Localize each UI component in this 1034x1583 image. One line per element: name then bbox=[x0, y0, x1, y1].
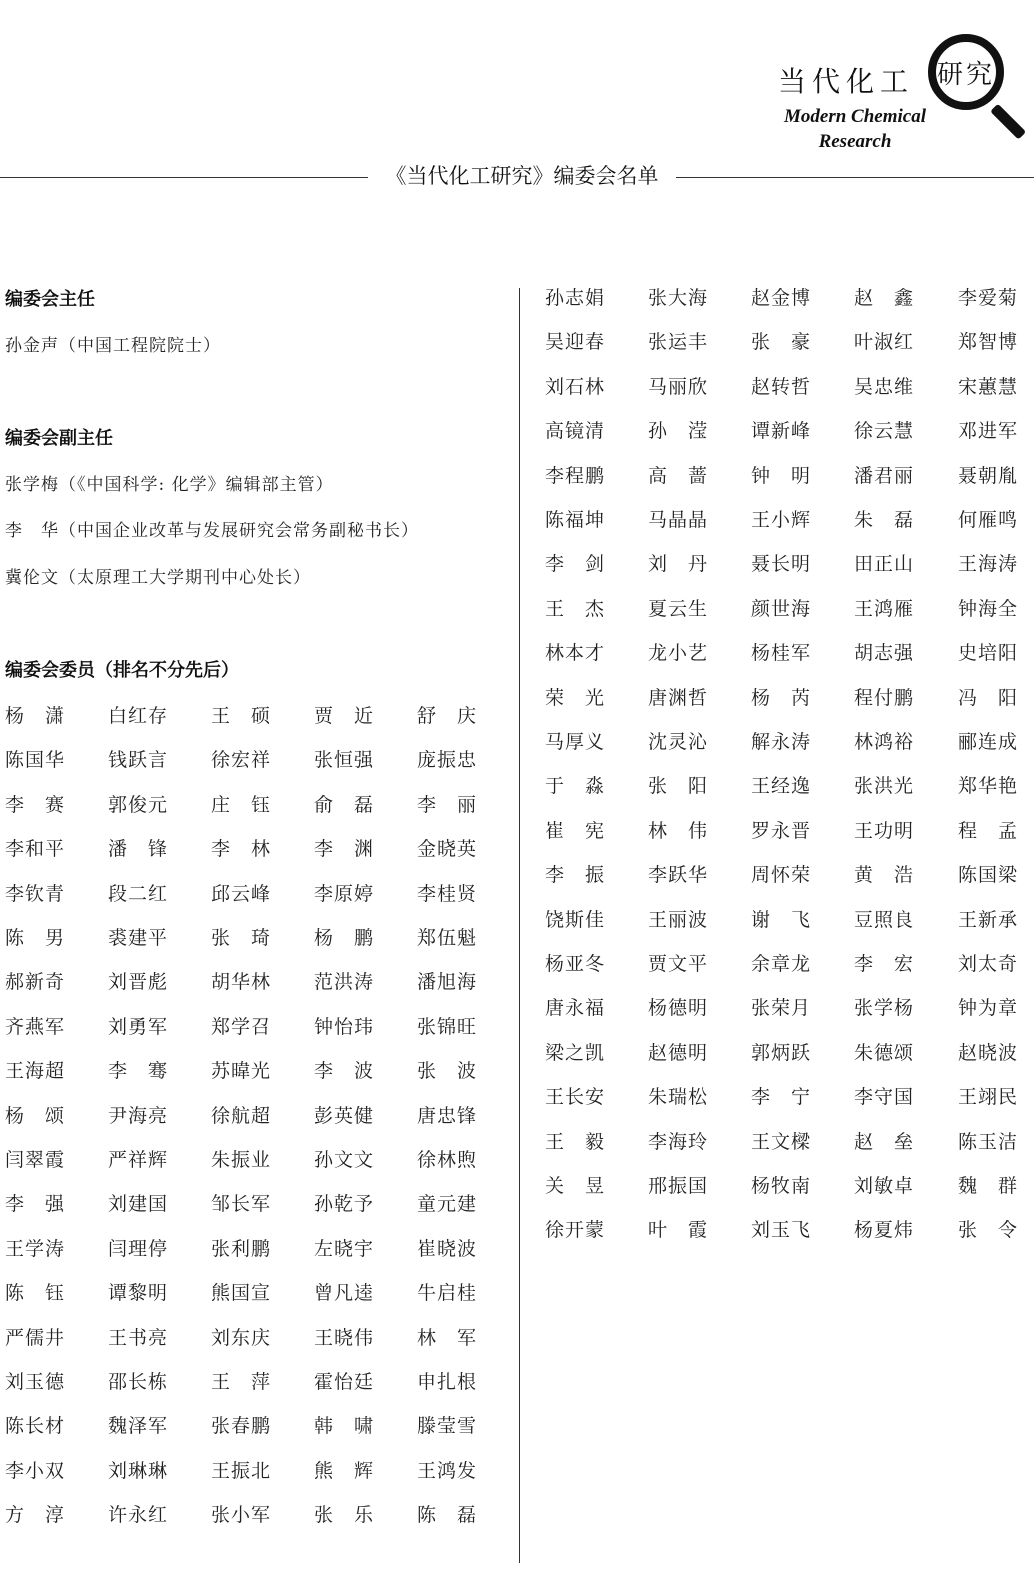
title-rule-left bbox=[0, 177, 368, 178]
member-name: 朱 磊 bbox=[854, 509, 915, 531]
member-name: 聂朝胤 bbox=[958, 464, 1019, 487]
member-name: 王长安 bbox=[545, 1086, 606, 1109]
director-person: 孙金声（中国工程院院士） bbox=[5, 336, 221, 356]
member-name: 金晓英 bbox=[417, 838, 478, 861]
member-name: 杨亚冬 bbox=[545, 953, 606, 975]
member-name: 陈 男 bbox=[5, 927, 66, 949]
member-name: 冯 阳 bbox=[958, 686, 1019, 709]
member-name: 闫翠霞 bbox=[5, 1149, 66, 1171]
member-name: 郭炳跃 bbox=[751, 1041, 812, 1064]
member-name: 李小双 bbox=[5, 1459, 66, 1482]
member-name: 陈玉洁 bbox=[958, 1130, 1019, 1153]
member-name: 李 渊 bbox=[314, 838, 375, 861]
member-name: 邢振国 bbox=[648, 1175, 709, 1197]
magnifier-handle-icon bbox=[990, 104, 1026, 140]
member-name: 宋蕙慧 bbox=[958, 375, 1019, 398]
member-name: 苏暐光 bbox=[211, 1060, 272, 1083]
member-name: 谢 飞 bbox=[751, 908, 812, 931]
member-name: 霍怡廷 bbox=[314, 1371, 375, 1393]
member-name: 李 赛 bbox=[5, 793, 66, 816]
member-name: 钱跃言 bbox=[108, 749, 169, 772]
member-name: 梁之凯 bbox=[545, 1041, 606, 1064]
member-name: 叶 霞 bbox=[648, 1219, 709, 1242]
member-name: 刘琳琳 bbox=[108, 1459, 169, 1482]
member-name: 陈国华 bbox=[5, 749, 66, 772]
member-name: 聂长明 bbox=[751, 553, 812, 576]
member-name: 朱瑞松 bbox=[648, 1086, 709, 1109]
member-name: 林本才 bbox=[545, 642, 606, 665]
director-heading: 编委会主任 bbox=[5, 289, 95, 310]
member-name: 李和平 bbox=[5, 838, 66, 861]
member-name: 滕莹雪 bbox=[417, 1415, 478, 1438]
member-name: 张利鹏 bbox=[211, 1237, 272, 1260]
member-name: 刘 丹 bbox=[648, 553, 709, 576]
member-name: 龙小艺 bbox=[648, 642, 709, 665]
member-name: 曾凡逵 bbox=[314, 1282, 375, 1305]
member-name: 张洪光 bbox=[854, 775, 915, 798]
member-name: 李钦青 bbox=[5, 882, 66, 905]
vice-director-person: 李 华（中国企业改革与发展研究会常务副秘书长） bbox=[5, 521, 419, 541]
member-name: 王晓伟 bbox=[314, 1326, 375, 1349]
member-name: 谭黎明 bbox=[108, 1282, 169, 1305]
member-name: 孙文文 bbox=[314, 1149, 375, 1171]
member-name: 张 豪 bbox=[751, 331, 812, 354]
member-name: 高镜清 bbox=[545, 420, 606, 443]
member-name: 杨 颂 bbox=[5, 1104, 66, 1127]
member-name: 赵金博 bbox=[751, 287, 812, 309]
member-name: 胡华林 bbox=[211, 971, 272, 994]
member-name: 王翊民 bbox=[958, 1086, 1019, 1109]
member-name: 张春鹏 bbox=[211, 1415, 272, 1438]
member-name: 史培阳 bbox=[958, 642, 1019, 665]
member-name: 孙乾予 bbox=[314, 1193, 375, 1216]
member-name: 刘敏卓 bbox=[854, 1175, 915, 1197]
member-name: 王鸿雁 bbox=[854, 597, 915, 620]
member-name: 朱德颂 bbox=[854, 1041, 915, 1064]
member-name: 郑华艳 bbox=[958, 775, 1019, 798]
member-name: 赵德明 bbox=[648, 1041, 709, 1064]
member-name: 朱振业 bbox=[211, 1149, 272, 1171]
member-name: 牛启桂 bbox=[417, 1282, 478, 1305]
member-name: 高 蔷 bbox=[648, 464, 709, 487]
member-name: 刘勇军 bbox=[108, 1015, 169, 1038]
member-name: 刘晋彪 bbox=[108, 971, 169, 994]
member-name: 李海玲 bbox=[648, 1130, 709, 1153]
member-name: 魏 群 bbox=[958, 1175, 1019, 1197]
member-name: 李 剑 bbox=[545, 553, 606, 576]
member-name: 李 强 bbox=[5, 1193, 66, 1216]
member-name: 李 林 bbox=[211, 838, 272, 861]
member-name: 白红存 bbox=[108, 705, 169, 727]
member-name: 贾文平 bbox=[648, 953, 709, 975]
member-name: 李爱菊 bbox=[958, 287, 1019, 309]
member-name: 王书亮 bbox=[108, 1326, 169, 1349]
member-name: 舒 庆 bbox=[417, 705, 478, 727]
member-name: 俞 磊 bbox=[314, 793, 375, 816]
member-name: 徐航超 bbox=[211, 1104, 272, 1127]
member-name: 范洪涛 bbox=[314, 971, 375, 994]
member-name: 陈福坤 bbox=[545, 509, 606, 531]
member-name: 王文樑 bbox=[751, 1130, 812, 1153]
member-name: 徐开蒙 bbox=[545, 1219, 606, 1242]
member-name: 邱云峰 bbox=[211, 882, 272, 905]
vice-director-person: 冀伦文（太原理工大学期刊中心处长） bbox=[5, 568, 311, 588]
member-name: 吴迎春 bbox=[545, 331, 606, 354]
member-name: 李 波 bbox=[314, 1060, 375, 1083]
member-name: 魏泽军 bbox=[108, 1415, 169, 1438]
member-name: 林 伟 bbox=[648, 819, 709, 842]
member-name: 邓进军 bbox=[958, 420, 1019, 443]
member-name: 许永红 bbox=[108, 1504, 169, 1527]
member-name: 王振北 bbox=[211, 1459, 272, 1482]
member-name: 马晶晶 bbox=[648, 509, 709, 531]
member-name: 叶淑红 bbox=[854, 331, 915, 354]
member-name: 王经逸 bbox=[751, 775, 812, 798]
member-name: 刘玉飞 bbox=[751, 1219, 812, 1242]
member-name: 邹长军 bbox=[211, 1193, 272, 1216]
member-name: 钟 明 bbox=[751, 464, 812, 487]
member-name: 张 令 bbox=[958, 1219, 1019, 1242]
member-name: 徐宏祥 bbox=[211, 749, 272, 772]
member-name: 李原婷 bbox=[314, 882, 375, 905]
brand-english-name bbox=[770, 104, 940, 154]
member-name: 吴忠维 bbox=[854, 375, 915, 398]
page-title: 《当代化工研究》编委会名单 bbox=[385, 164, 659, 188]
member-name: 王海超 bbox=[5, 1060, 66, 1083]
member-name: 杨 鹏 bbox=[314, 927, 375, 949]
member-name: 严儒井 bbox=[5, 1326, 66, 1349]
member-name: 林 军 bbox=[417, 1326, 478, 1349]
member-name: 崔 宪 bbox=[545, 819, 606, 842]
member-name: 孙 滢 bbox=[648, 420, 709, 443]
member-name: 李守国 bbox=[854, 1086, 915, 1109]
member-name: 李 丽 bbox=[417, 793, 478, 816]
member-name: 郑学召 bbox=[211, 1015, 272, 1038]
member-name: 刘东庆 bbox=[211, 1326, 272, 1349]
member-name: 李跃华 bbox=[648, 864, 709, 887]
member-name: 张 琦 bbox=[211, 927, 272, 949]
member-name: 钟为章 bbox=[958, 997, 1019, 1020]
member-name: 李桂贤 bbox=[417, 882, 478, 905]
member-name: 唐忠锋 bbox=[417, 1104, 478, 1127]
member-name: 沈灵沁 bbox=[648, 731, 709, 753]
member-name: 王功明 bbox=[854, 819, 915, 842]
member-name: 徐云慧 bbox=[854, 420, 915, 443]
member-name: 颜世海 bbox=[751, 597, 812, 620]
member-name: 李程鹏 bbox=[545, 464, 606, 487]
member-name: 程 孟 bbox=[958, 819, 1019, 842]
member-name: 陈 磊 bbox=[417, 1504, 478, 1527]
member-name: 裘建平 bbox=[108, 927, 169, 949]
vice-director-person: 张学梅（《中国科学: 化学》编辑部主管） bbox=[5, 475, 334, 495]
member-name: 马厚义 bbox=[545, 731, 606, 753]
member-name: 彭英健 bbox=[314, 1104, 375, 1127]
member-name: 余章龙 bbox=[751, 953, 812, 975]
member-name: 赵转哲 bbox=[751, 375, 812, 398]
member-name: 陈 钰 bbox=[5, 1282, 66, 1305]
member-name: 王 杰 bbox=[545, 597, 606, 620]
member-name: 李 宏 bbox=[854, 953, 915, 975]
member-name: 熊国宣 bbox=[211, 1282, 272, 1305]
member-name: 孙志娟 bbox=[545, 287, 606, 309]
member-name: 夏云生 bbox=[648, 597, 709, 620]
member-name: 庄 钰 bbox=[211, 793, 272, 816]
member-name: 刘太奇 bbox=[958, 953, 1019, 975]
member-name: 关 昱 bbox=[545, 1175, 606, 1197]
member-name: 王小辉 bbox=[751, 509, 812, 531]
member-name: 罗永晋 bbox=[751, 819, 812, 842]
member-name: 郝新奇 bbox=[5, 971, 66, 994]
member-name: 韩 啸 bbox=[314, 1415, 375, 1438]
member-name: 杨德明 bbox=[648, 997, 709, 1020]
member-name: 齐燕军 bbox=[5, 1015, 66, 1038]
member-name: 尹海亮 bbox=[108, 1104, 169, 1127]
member-name: 杨牧南 bbox=[751, 1175, 812, 1197]
member-name: 方 淳 bbox=[5, 1504, 66, 1527]
vice-director-heading: 编委会副主任 bbox=[5, 428, 113, 449]
member-name: 潘旭海 bbox=[417, 971, 478, 994]
magnifier-logo-icon bbox=[928, 34, 1004, 110]
member-name: 杨桂军 bbox=[751, 642, 812, 665]
member-name: 郦连成 bbox=[958, 731, 1019, 753]
member-name: 周怀荣 bbox=[751, 864, 812, 887]
member-name: 徐林煦 bbox=[417, 1149, 478, 1171]
member-name: 严祥辉 bbox=[108, 1149, 169, 1171]
member-name: 王鸿发 bbox=[417, 1459, 478, 1482]
member-name: 李 宁 bbox=[751, 1086, 812, 1109]
member-name: 庞振忠 bbox=[417, 749, 478, 772]
member-name: 左晓宇 bbox=[314, 1237, 375, 1260]
member-name: 杨 潇 bbox=[5, 705, 66, 727]
journal-brand bbox=[770, 60, 940, 160]
member-name: 唐渊哲 bbox=[648, 686, 709, 709]
member-name: 张锦旺 bbox=[417, 1015, 478, 1038]
member-name: 马丽欣 bbox=[648, 375, 709, 398]
member-name: 李 振 bbox=[545, 864, 606, 887]
member-name: 林鸿裕 bbox=[854, 731, 915, 753]
member-name: 王学涛 bbox=[5, 1237, 66, 1260]
member-name: 张学杨 bbox=[854, 997, 915, 1020]
member-name: 王 硕 bbox=[211, 705, 272, 727]
member-name: 童元建 bbox=[417, 1193, 478, 1216]
member-name: 张运丰 bbox=[648, 331, 709, 354]
member-name: 王 萍 bbox=[211, 1371, 272, 1393]
member-name: 张 阳 bbox=[648, 775, 709, 798]
column-divider bbox=[519, 288, 520, 1563]
member-name: 于 淼 bbox=[545, 775, 606, 798]
member-name: 段二红 bbox=[108, 882, 169, 905]
member-name: 申扎根 bbox=[417, 1371, 478, 1393]
member-name: 邵长栋 bbox=[108, 1371, 169, 1393]
member-name: 王 毅 bbox=[545, 1130, 606, 1153]
member-name: 崔晓波 bbox=[417, 1237, 478, 1260]
member-name: 刘石林 bbox=[545, 375, 606, 398]
member-name: 李 骞 bbox=[108, 1060, 169, 1083]
member-name: 豆照良 bbox=[854, 908, 915, 931]
member-name: 张荣月 bbox=[751, 997, 812, 1020]
member-name: 黄 浩 bbox=[854, 864, 915, 887]
member-name: 田正山 bbox=[854, 553, 915, 576]
member-name: 张大海 bbox=[648, 287, 709, 309]
member-name: 熊 辉 bbox=[314, 1459, 375, 1482]
brand-english-line1: Modern Chemical bbox=[784, 106, 926, 127]
member-name: 闫理停 bbox=[108, 1237, 169, 1260]
member-name: 刘玉德 bbox=[5, 1371, 66, 1393]
member-name: 赵 垒 bbox=[854, 1130, 915, 1153]
member-name: 钟怡玮 bbox=[314, 1015, 375, 1038]
member-name: 贾 近 bbox=[314, 705, 375, 727]
member-name: 程付鹏 bbox=[854, 686, 915, 709]
member-name: 郭俊元 bbox=[108, 793, 169, 816]
member-name: 郑伍魁 bbox=[417, 927, 478, 949]
member-name: 张小军 bbox=[211, 1504, 272, 1527]
member-name: 潘君丽 bbox=[854, 464, 915, 487]
member-name: 杨夏炜 bbox=[854, 1219, 915, 1242]
members-heading: 编委会委员（排名不分先后） bbox=[5, 660, 239, 681]
member-name: 刘建国 bbox=[108, 1193, 169, 1216]
member-name: 谭新峰 bbox=[751, 420, 812, 443]
member-name: 钟海全 bbox=[958, 597, 1019, 620]
member-name: 张恒强 bbox=[314, 749, 375, 772]
member-name: 胡志强 bbox=[854, 642, 915, 665]
brand-english-line2: Research bbox=[818, 131, 892, 152]
member-name: 张 波 bbox=[417, 1060, 478, 1083]
member-name: 赵 鑫 bbox=[854, 287, 915, 309]
member-name: 杨 芮 bbox=[751, 686, 812, 709]
member-name: 王海涛 bbox=[958, 553, 1019, 576]
title-rule-right bbox=[676, 177, 1034, 178]
member-name: 郑智博 bbox=[958, 331, 1019, 354]
member-name: 解永涛 bbox=[751, 731, 812, 753]
member-name: 何雁鸣 bbox=[958, 509, 1019, 531]
member-name: 潘 锋 bbox=[108, 838, 169, 861]
brand-lens-text: 研究 bbox=[936, 59, 995, 90]
member-name: 王丽波 bbox=[648, 908, 709, 931]
member-name: 唐永福 bbox=[545, 997, 606, 1020]
member-name: 王新承 bbox=[958, 908, 1019, 931]
member-name: 荣 光 bbox=[545, 686, 606, 709]
member-name: 陈国梁 bbox=[958, 864, 1019, 887]
brand-chinese-name: 当代化工 bbox=[778, 65, 915, 98]
member-name: 饶斯佳 bbox=[545, 908, 606, 931]
member-name: 陈长材 bbox=[5, 1415, 66, 1438]
member-name: 张 乐 bbox=[314, 1504, 375, 1527]
member-name: 赵晓波 bbox=[958, 1041, 1019, 1064]
